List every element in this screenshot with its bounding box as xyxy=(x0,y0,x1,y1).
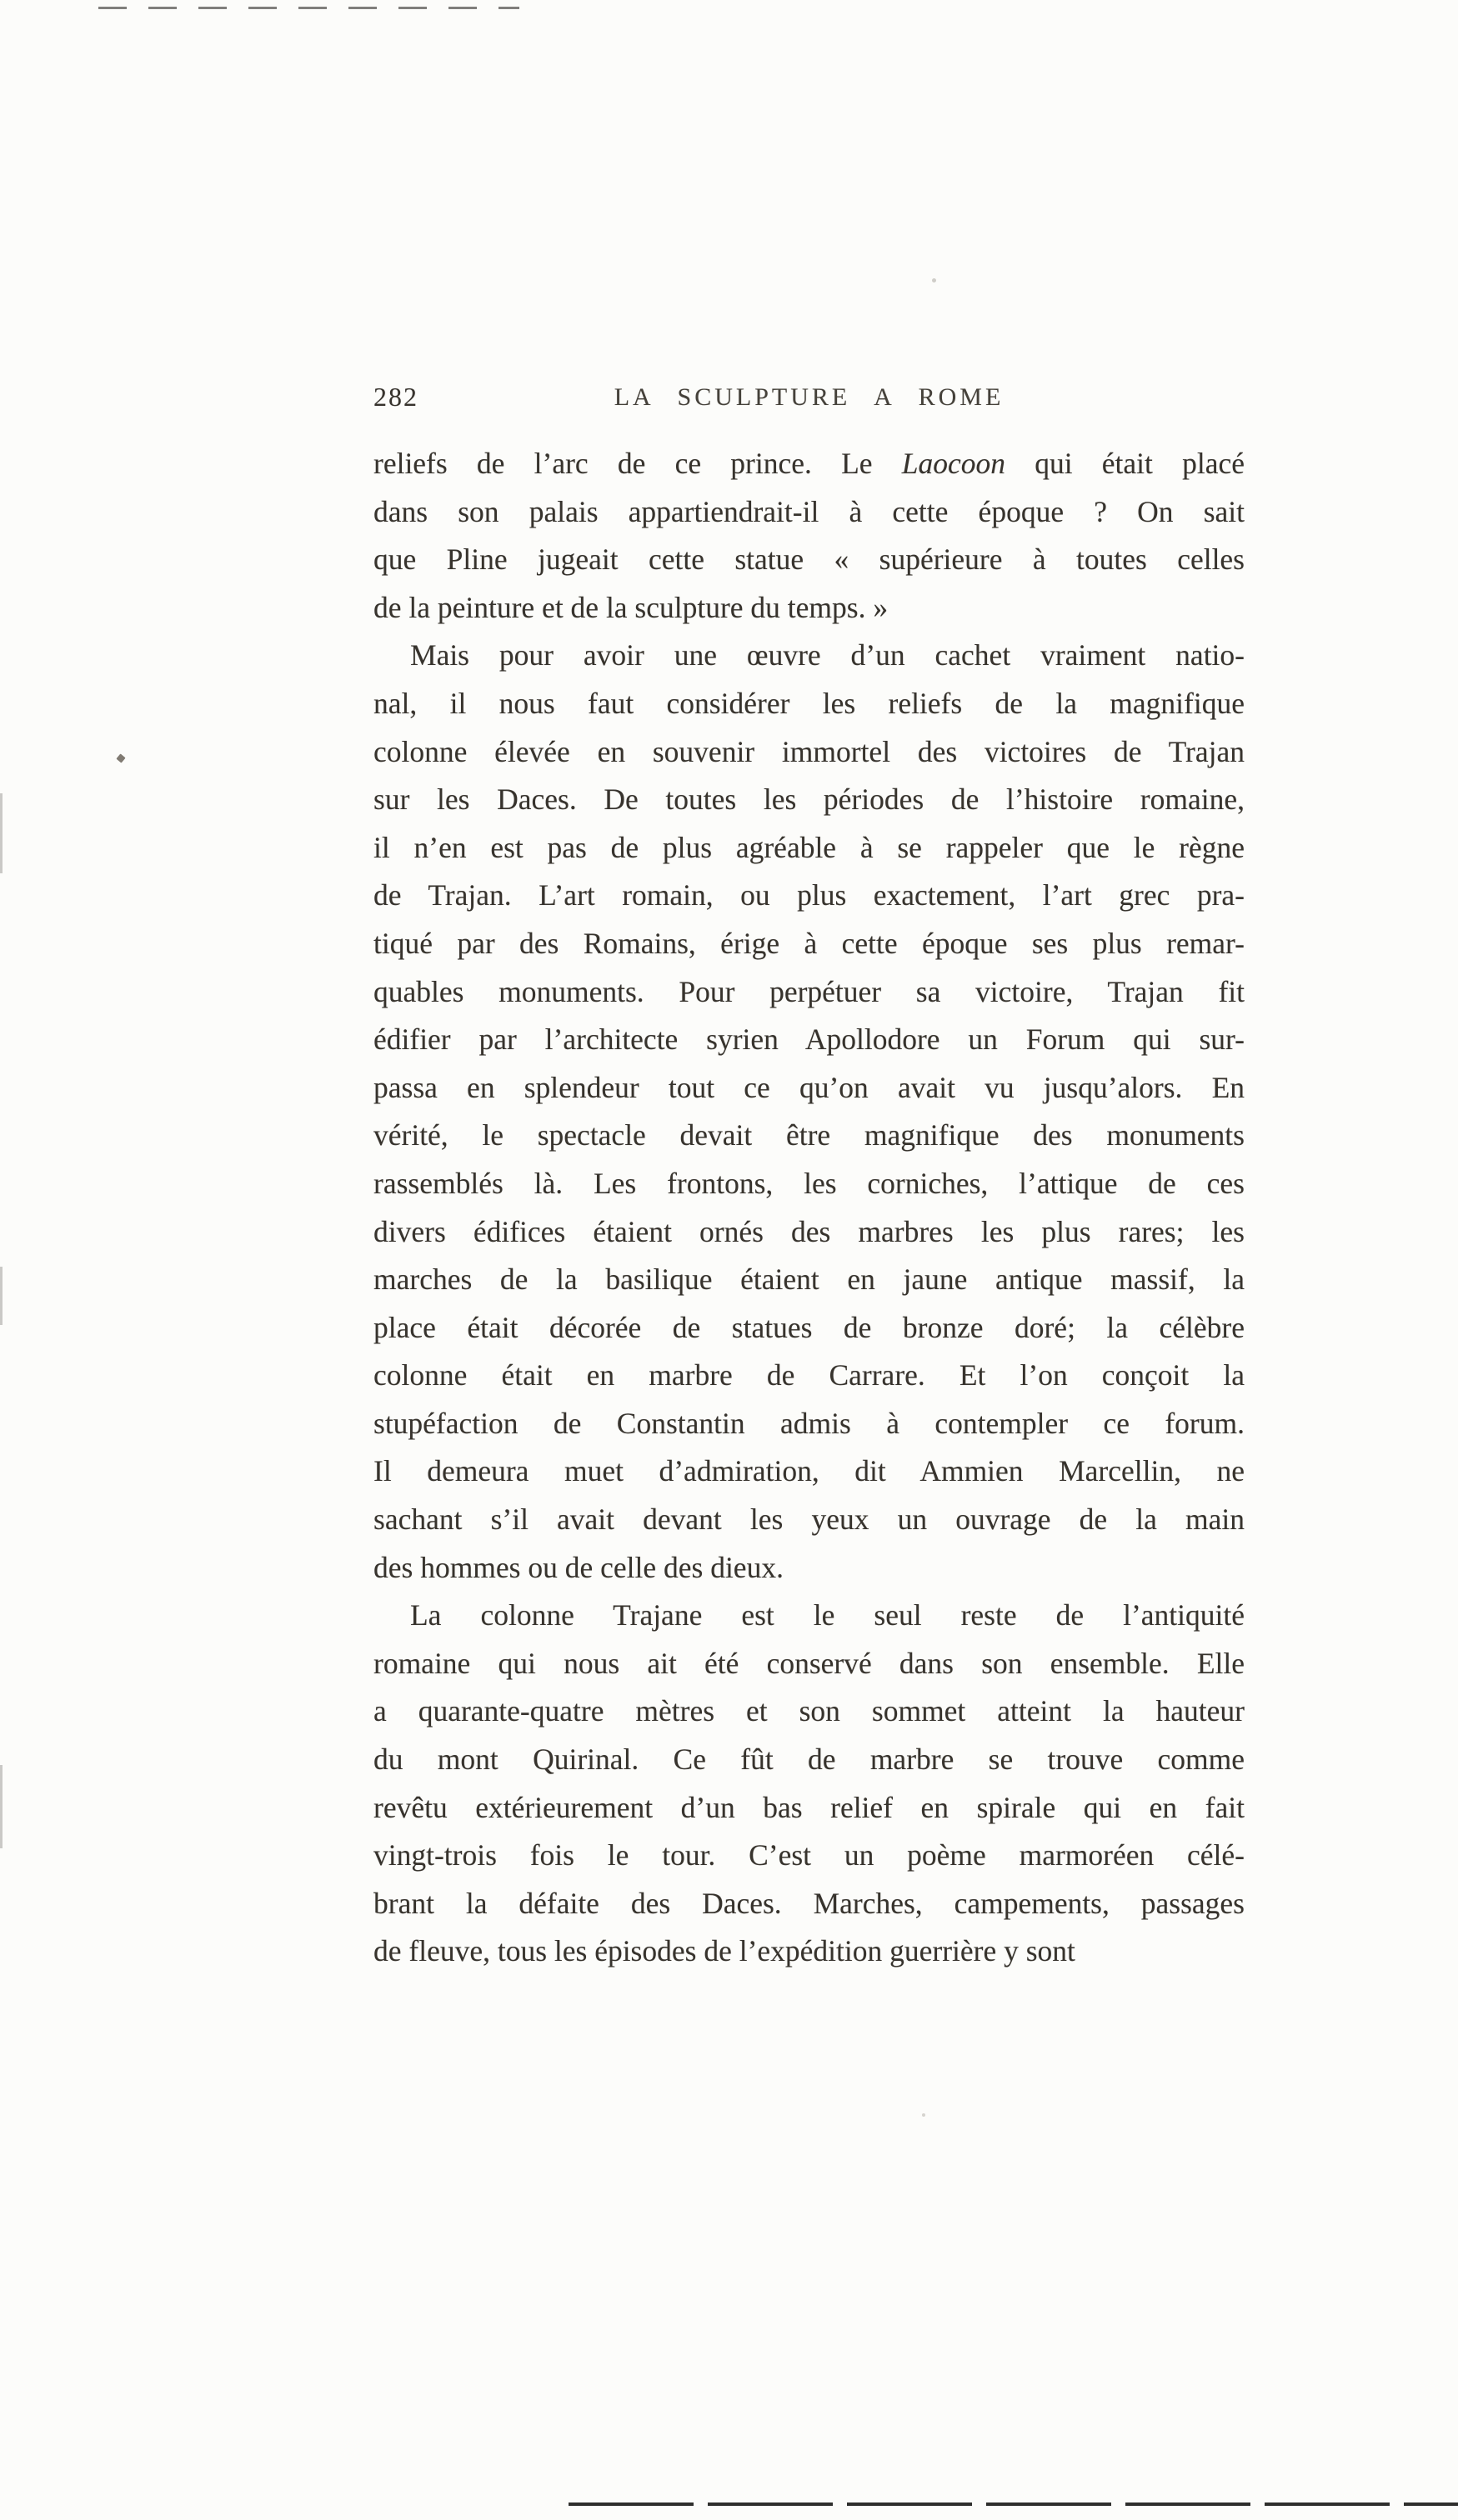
scan-artifact-top-dashes xyxy=(98,7,519,9)
scan-artifact-speck xyxy=(116,753,125,762)
scan-artifact-bottom-line xyxy=(569,2502,1458,2506)
text-line: de Trajan. L’art romain, ou plus exactement, l’art grec pra- xyxy=(373,878,1245,912)
text-line: vérité, le spectacle devait être magnifique des monuments xyxy=(373,1118,1245,1152)
text-line: divers édifices étaient ornés des marbres les plus rares; les xyxy=(373,1214,1245,1248)
text-line: de fleuve, tous les épisodes de l’expédition guerrière y sont xyxy=(373,1934,1075,1968)
text-line: marches de la basilique étaient en jaune antique massif, la xyxy=(373,1262,1245,1297)
text-line: sachant s’il avait devant les yeux un ouvrage de la main xyxy=(373,1502,1245,1537)
scan-artifact-left-edge xyxy=(0,1765,3,1848)
text-line: place était décorée de statues de bronze doré; la célèbre xyxy=(373,1310,1245,1344)
text-line: rassemblés là. Les frontons, les corniches, l’attique de ces xyxy=(373,1166,1245,1200)
text-line: La colonne Trajane est le seul reste de l’antiquité xyxy=(410,1598,1245,1632)
text-line: colonne élevée en souvenir immortel des victoires de Trajan xyxy=(373,734,1245,768)
text-line: il n’en est pas de plus agréable à se rappeler que le règne xyxy=(373,830,1245,864)
text-line: reliefs de l’arc de ce prince. Le Laocoon qui était placé xyxy=(373,447,1245,480)
text-line: nal, il nous faut considérer les reliefs de la magnifique xyxy=(373,686,1245,720)
scan-artifact-speck xyxy=(932,278,936,282)
scan-artifact-left-edge xyxy=(0,793,3,873)
text-line: passa en splendeur tout ce qu’on avait vu jusqu’alors. En xyxy=(373,1070,1245,1104)
paragraph xyxy=(373,1592,1245,1976)
text-line: Il demeura muet d’admiration, dit Ammien Marcellin, ne xyxy=(373,1454,1245,1488)
text-line: des hommes ou de celle des dieux. xyxy=(373,1550,784,1584)
scan-artifact-speck xyxy=(922,2113,925,2117)
page-number: 282 xyxy=(373,382,418,412)
text-line: vingt-trois fois le tour. C’est un poème marmoréen célé- xyxy=(373,1838,1245,1872)
text-line: revêtu extérieurement d’un bas relief en spirale qui en fait xyxy=(373,1790,1245,1824)
text-line: tiqué par des Romains, érige à cette époque ses plus remar- xyxy=(373,926,1245,960)
text-line: sur les Daces. De toutes les périodes de l’histoire romaine, xyxy=(373,782,1245,817)
text-line: stupéfaction de Constantin admis à contempler ce forum. xyxy=(373,1406,1245,1440)
scan-artifact-left-edge xyxy=(0,1267,3,1325)
running-title: LA SCULPTURE A ROME xyxy=(614,383,1005,411)
text-line: a quarante-quatre mètres et son sommet atteint la hauteur xyxy=(373,1694,1245,1728)
paragraph xyxy=(373,632,1245,1592)
text-line: du mont Quirinal. Ce fût de marbre se trouve comme xyxy=(373,1742,1245,1777)
text-line: édifier par l’architecte syrien Apollodore un Forum qui sur- xyxy=(373,1022,1245,1057)
text-line: quables monuments. Pour perpétuer sa victoire, Trajan fit xyxy=(373,974,1245,1008)
paragraph xyxy=(373,440,1245,632)
text-line: que Pline jugeait cette statue « supérieure à toutes celles xyxy=(373,542,1245,577)
text-line: brant la défaite des Daces. Marches, campements, passages xyxy=(373,1886,1245,1920)
text-line: de la peinture et de la sculpture du temps. » xyxy=(373,590,889,624)
text-line: colonne était en marbre de Carrare. Et l’on conçoit la xyxy=(373,1358,1245,1392)
text-block xyxy=(373,440,1245,1976)
text-line: romaine qui nous ait été conservé dans son ensemble. Elle xyxy=(373,1646,1245,1680)
text-line: dans son palais appartiendrait-il à cette époque ? On sait xyxy=(373,494,1245,528)
text-line: Mais pour avoir une œuvre d’un cachet vraiment natio- xyxy=(410,638,1245,672)
page-header xyxy=(373,380,1245,415)
